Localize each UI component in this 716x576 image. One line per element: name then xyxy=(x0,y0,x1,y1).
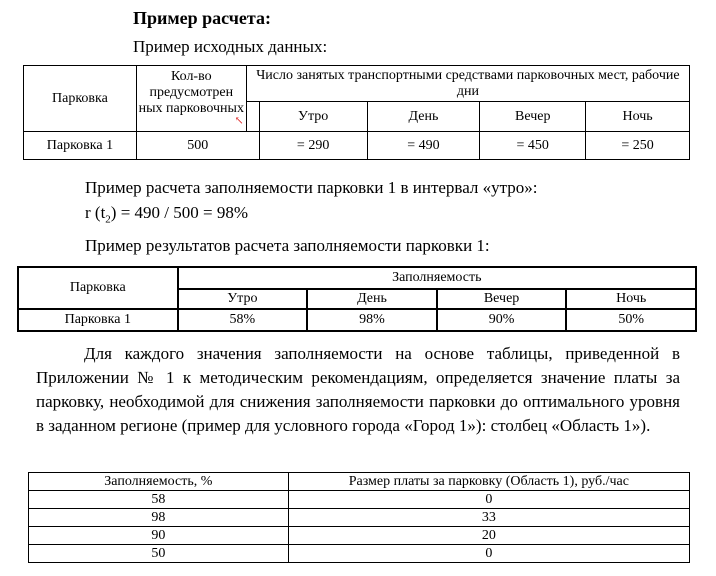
explanation-paragraph xyxy=(36,342,680,438)
table-row xyxy=(29,509,690,527)
calc-formula-suffix: ) = 490 / 500 = 98% xyxy=(110,203,249,222)
calc-formula-subscript: 2 xyxy=(105,213,111,226)
input-data-table xyxy=(23,65,690,160)
calc-formula-prefix: r (t xyxy=(85,203,106,222)
t1-header-count-text: Кол-во предусмотрен ных парковочных xyxy=(138,68,244,116)
cursor-mark-icon: ↖ xyxy=(234,114,244,127)
explanation-text: Для каждого значения заполняемости на основе таблицы, приведенной в Приложении № 1 к методическим рекомендациям, определяется значение платы за парковку, необходимой для снижения заполняемости парковки до оптимального уровня в заданном регионе (пример для условного города «Город 1»): столбец «Область 1»). xyxy=(36,344,680,435)
t3-cell-fee: 0 xyxy=(288,545,689,563)
t2-cell-name: Парковка 1 xyxy=(18,309,178,331)
t2-cell-night: 50% xyxy=(566,309,696,331)
t1-header-occupied: Число занятых транспортными средствами парковочных мест, рабочие дни xyxy=(246,66,689,102)
t2-cell-evening: 90% xyxy=(437,309,567,331)
t2-cell-morning: 58% xyxy=(178,309,308,331)
t2-header-fill: Заполняемость xyxy=(178,267,696,289)
page-heading: Пример расчета: xyxy=(133,8,271,28)
t3-cell-fill: 90 xyxy=(29,527,289,545)
t1-cell-name: Парковка 1 xyxy=(24,132,137,160)
t3-cell-fill: 58 xyxy=(29,491,289,509)
t2-header-morning: Утро xyxy=(178,289,308,309)
results-table xyxy=(17,266,697,332)
t2-header-evening: Вечер xyxy=(437,289,567,309)
t3-cell-fee: 20 xyxy=(288,527,689,545)
t1-cell-morning: = 290 xyxy=(259,132,367,160)
t2-cell-day: 98% xyxy=(307,309,437,331)
t2-header-parking: Парковка xyxy=(18,267,178,309)
t1-cell-evening: = 450 xyxy=(480,132,586,160)
fee-table xyxy=(28,472,690,563)
t3-cell-fill: 50 xyxy=(29,545,289,563)
sample-input-title: Пример исходных данных: xyxy=(133,37,328,56)
sample-results-title: Пример результатов расчета заполняемости парковки 1: xyxy=(85,236,490,255)
t3-cell-fee: 0 xyxy=(288,491,689,509)
t3-cell-fill: 98 xyxy=(29,509,289,527)
calc-formula xyxy=(85,203,248,225)
t1-cell-night: = 250 xyxy=(586,132,690,160)
t1-header-spacer xyxy=(246,102,259,132)
t1-header-count xyxy=(136,66,246,132)
t3-header-fill: Заполняемость, % xyxy=(29,473,289,491)
table-row xyxy=(29,545,690,563)
calc-description: Пример расчета заполняемости парковки 1 в интервал «утро»: xyxy=(85,178,538,197)
t3-header-fee: Размер платы за парковку (Область 1), руб./час xyxy=(288,473,689,491)
t1-header-evening: Вечер xyxy=(480,102,586,132)
t1-header-parking: Парковка xyxy=(24,66,137,132)
t1-header-night: Ночь xyxy=(586,102,690,132)
t1-header-morning: Утро xyxy=(259,102,367,132)
table-row xyxy=(29,527,690,545)
table-row xyxy=(29,491,690,509)
t1-cell-count: 500 xyxy=(136,132,259,160)
t1-cell-day: = 490 xyxy=(367,132,480,160)
t1-header-day: День xyxy=(367,102,480,132)
t2-header-day: День xyxy=(307,289,437,309)
t3-cell-fee: 33 xyxy=(288,509,689,527)
t2-header-night: Ночь xyxy=(566,289,696,309)
